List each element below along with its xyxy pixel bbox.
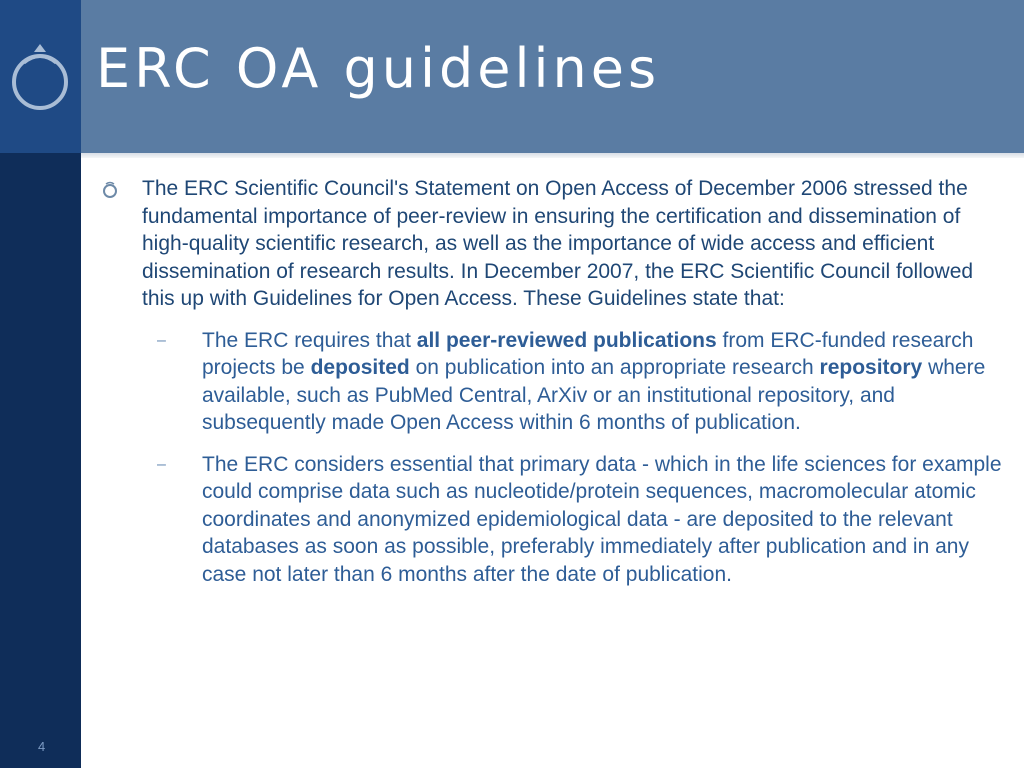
sub-bullet-1-text-1: The ERC requires that (202, 328, 417, 352)
sub-bullet-1-bold-3: repository (819, 356, 923, 379)
main-bullet-text: The ERC Scientific Council's Statement on Open Access of December 2006 stressed the fundamental importance of peer-review in ensuring the certification and dissemination of high-quality scientific research, as well as the importance of wide access and efficient dissemination of research results. In December 2007, the ERC Scientific Council followed this up with Guidelines for Open Access. These Guidelines state that: (142, 177, 974, 310)
ring-logo-icon (6, 36, 74, 114)
sub-bullet-list (100, 327, 1005, 589)
sub-bullet-requirement (100, 327, 1005, 437)
slide-title: ERC OA guidelines (96, 37, 661, 100)
sub-bullet-primary-data (100, 451, 1005, 589)
sidebar-header-block (0, 0, 81, 153)
slide-content (100, 175, 1005, 602)
sub-bullet-2-text: The ERC considers essential that primary data - which in the life sciences for example could comprise data such as nucleotide/protein sequences, macromolecular atomic coordinates and anonymized epidemiological data - are deposited to the relevant databases as soon as possible, preferably immediately after publication and in any case not later than 6 months after the date of publication. (202, 452, 1002, 586)
sub-bullet-1-text-4: where available, such as PubMed Central, ArXiv or an institutional repository, and subsequently made Open Access within 6 months of publication. (202, 356, 986, 434)
sub-bullet-1-bold-2: deposited (310, 356, 410, 379)
ring-bullet-icon (100, 179, 120, 199)
slide-page-number: 4 (38, 739, 46, 754)
sub-bullet-1-text-2: from ERC-funded research projects be (202, 328, 974, 379)
title-divider (81, 153, 1024, 158)
sub-bullet-1-bold-1: all peer-reviewed publications (416, 328, 717, 352)
main-bullet (100, 175, 1005, 313)
sub-bullet-1-text-3: on publication into an appropriate research (409, 356, 820, 379)
dash-marker: – (157, 331, 166, 349)
dash-marker: – (157, 455, 166, 473)
